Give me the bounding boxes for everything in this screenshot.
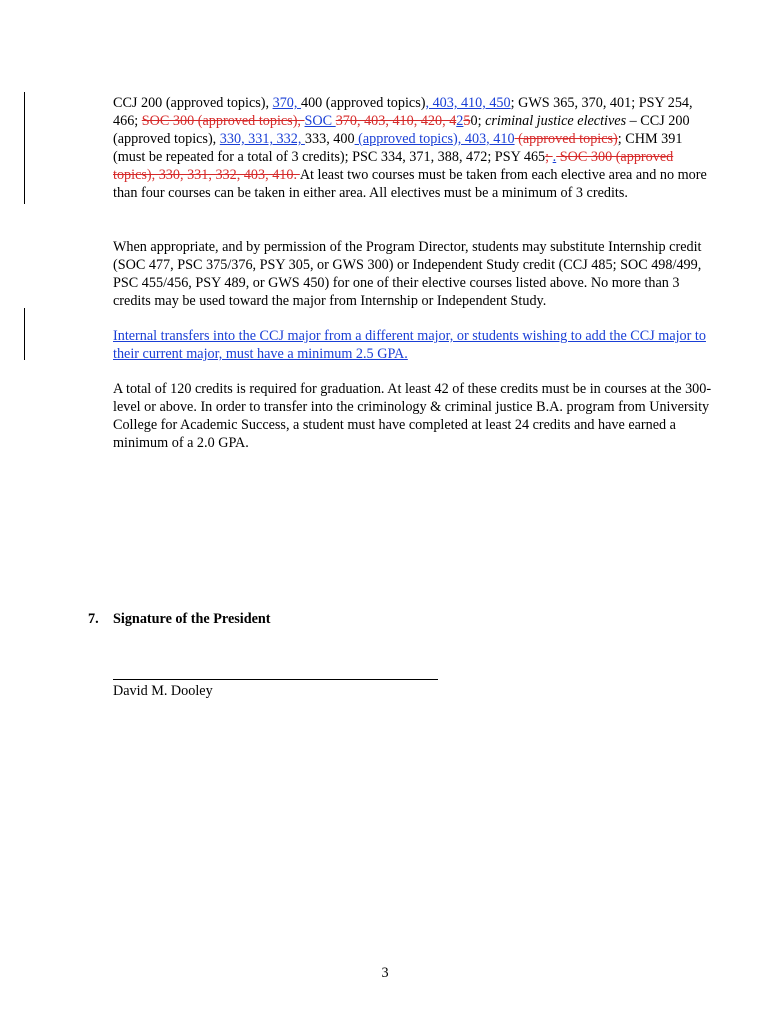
deleted-text: 5 [463,113,471,129]
internship-paragraph: When appropriate, and by permission of the Program Director, students may substitute Internship credit (SOC 477, PSC 375/376, PSY 305, or GWS 300) or Independent Study credit (CCJ 485; SOC 498/499, PSC 455/456, PSY 489, or GWS 450) for one of their elective courses listed above. No more than 3 credits may be used toward the major from Internship or Independent Study. [113,239,702,309]
transfer-gpa-inserted-paragraph: Internal transfers into the CCJ major from a different major, or students wishing to add the CCJ major to their current major, must have a minimum 2.5 GPA. [113,328,706,362]
deleted-text: SOC 300 (approved topics), [141,113,305,129]
graduation-credits-paragraph: A total of 120 credits is required for graduation. At least 42 of these credits must be in courses at the 300-level or above. In order to transfer into the criminology & criminal justice B.A. program from University College for Academic Success, a student must have completed at least 24 credits and have earned a minimum of a 2.0 GPA. [113,381,712,451]
signature-line [113,679,438,680]
deleted-text: SOC 300 (approved topics), 330, 331, 332, 403, 410. [113,149,674,183]
deleted-text: 370, 403, 410, 420, 4 [335,113,457,129]
deleted-text: ; [545,149,553,165]
inserted-text: . [552,149,557,165]
text-run: – CCJ 200 (approved topics), [113,113,690,147]
text-run: At least two courses must be taken from each elective area and no more than four courses can be taken in either area. All electives must be a minimum of 3 credits. [113,167,707,201]
section-heading [88,611,271,628]
inserted-text: , 403, 410, 450 [425,95,511,111]
italic-text: criminal justice electives [485,113,627,129]
text-run: 0; [470,113,486,129]
inserted-text: (approved topics), 403, 410 [354,131,515,147]
text-run: ; CHM 391 (must be repeated for a total of 3 credits); PSC 334, 371, 388, 472; PSY 465 [113,131,683,165]
inserted-text: 2 [456,113,464,129]
section-title: Signature of the President [113,611,271,627]
section-number: 7. [88,611,99,627]
inserted-text: 370, [272,95,301,111]
page-number: 3 [381,965,389,981]
signatory-name: David M. Dooley [113,683,213,699]
elective-courses-paragraph [113,94,717,202]
inserted-text: 330, 331, 332, [219,131,305,147]
paragraph-segments [113,95,707,201]
text-run: CCJ 200 (approved topics), [113,95,273,111]
text-run: 400 (approved topics) [300,95,426,111]
inserted-text: SOC [304,113,336,129]
text-run: 333, 400 [304,131,355,147]
change-bar [24,308,25,360]
text-run: ; GWS 365, 370, 401; PSY 254, 466; [113,95,693,129]
deleted-text: (approved topics) [514,131,618,147]
change-bar [24,92,25,204]
